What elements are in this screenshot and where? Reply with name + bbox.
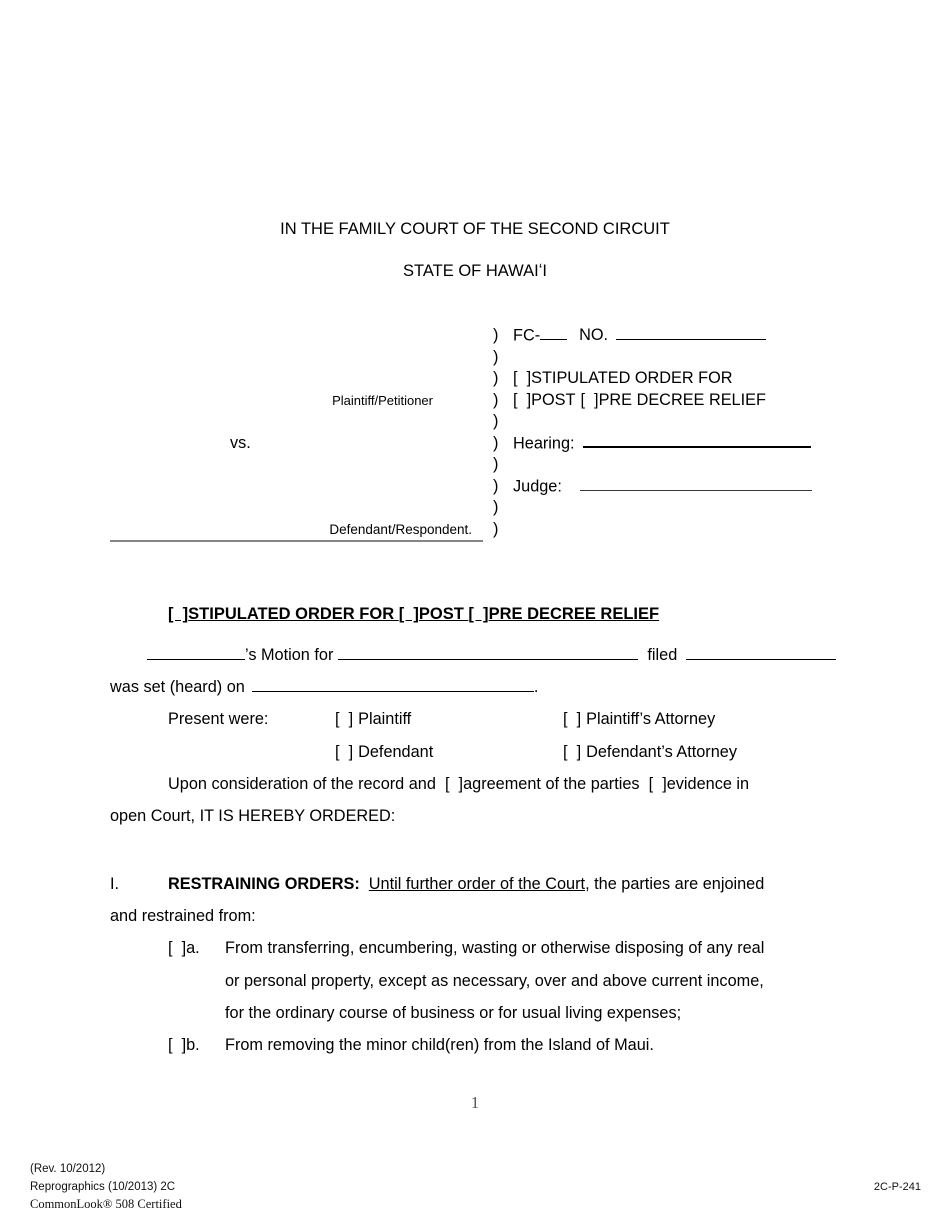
- present-were-label: Present were:: [168, 710, 269, 729]
- caption-right-empty: [513, 497, 846, 519]
- plaintiff-petitioner-label: Plaintiff/Petitioner: [332, 392, 433, 408]
- plaintiff-attorney-label: Plaintiff’s Attorney: [586, 710, 716, 729]
- caption-paren: ): [493, 412, 499, 430]
- caption-row: [110, 433, 846, 455]
- defendant-checkbox[interactable]: [ ]: [335, 742, 354, 761]
- fc-number-blank[interactable]: [540, 325, 567, 340]
- caption-right-empty: [513, 347, 846, 369]
- motion-for-label: ’s Motion for: [245, 646, 334, 664]
- case-number-blank[interactable]: [616, 325, 766, 340]
- evidence-checkbox[interactable]: [ ]: [648, 774, 667, 793]
- body-text: [110, 639, 850, 832]
- judge-blank[interactable]: [580, 476, 812, 491]
- caption-row: [110, 454, 846, 476]
- caption-row: [110, 497, 846, 519]
- caption-row: [110, 368, 846, 390]
- motion-title-blank[interactable]: [338, 645, 638, 660]
- caption-paren: ): [493, 326, 499, 344]
- was-set-label: was set (heard) on: [110, 678, 245, 697]
- caption-paren: ): [493, 476, 499, 495]
- item-a-label: a.: [186, 939, 200, 958]
- caption-left-empty: [110, 325, 493, 347]
- hearing-label: Hearing:: [513, 433, 575, 452]
- upon-part3: evidence in: [666, 774, 750, 793]
- stipulated-order-label: STIPULATED ORDER FOR: [531, 369, 733, 387]
- case-no-label: NO.: [579, 326, 609, 345]
- form-code: 2C-P-241: [873, 1181, 921, 1193]
- caption-left-empty: [110, 476, 493, 498]
- item-b-label: b.: [186, 1035, 200, 1054]
- item-b-line1: From removing the minor child(ren) from the Island of Maui.: [225, 1035, 654, 1054]
- plaintiff-attorney-checkbox[interactable]: [ ]: [563, 710, 582, 729]
- filed-date-blank[interactable]: [686, 645, 836, 660]
- caption-left-empty: [110, 497, 493, 519]
- caption-row: [110, 476, 846, 498]
- defendant-attorney-label: Defendant’s Attorney: [586, 742, 737, 761]
- ordered-line: open Court, IT IS HEREBY ORDERED:: [110, 806, 396, 825]
- caption-row: [110, 519, 846, 541]
- title-post-checkbox[interactable]: [ ]: [398, 605, 419, 623]
- agreement-checkbox[interactable]: [ ]: [444, 774, 464, 793]
- caption-paren: ): [493, 519, 499, 538]
- defendant-respondent-label: Defendant/Respondent.: [110, 519, 483, 543]
- section1-heading-line: [110, 868, 850, 900]
- caption-paren: ): [493, 498, 499, 516]
- present-row-1: [110, 703, 850, 735]
- caption-paren: ): [493, 433, 499, 452]
- stipulated-checkbox[interactable]: [ ]: [513, 369, 532, 387]
- item-a-checkbox[interactable]: [ ]: [168, 939, 187, 958]
- movant-name-blank[interactable]: [147, 645, 245, 660]
- post-label: POST: [531, 390, 576, 409]
- upon-consideration-line: [110, 768, 850, 800]
- caption-paren: ): [493, 390, 499, 409]
- title-pre-checkbox[interactable]: [ ]: [468, 605, 489, 623]
- fc-label: FC-: [513, 326, 541, 345]
- caption-paren: ): [493, 369, 499, 387]
- plaintiff-checkbox[interactable]: [ ]: [335, 710, 354, 729]
- plaintiff-label: Plaintiff: [358, 710, 412, 729]
- title-part1: STIPULATED ORDER FOR: [188, 605, 399, 623]
- title-stipulated-checkbox[interactable]: [ ]: [168, 605, 189, 623]
- present-row-2: [110, 736, 850, 768]
- motion-line: [110, 639, 850, 671]
- item-b-checkbox[interactable]: [ ]: [168, 1035, 187, 1054]
- document-title: [168, 605, 659, 624]
- item-a-line1: From transferring, encumbering, wasting or otherwise disposing of any real: [225, 939, 765, 958]
- section1-heading-rest: , the parties are enjoined: [585, 875, 765, 893]
- commonlook-note: CommonLook® 508 Certified: [30, 1197, 182, 1211]
- caption-row: [110, 347, 846, 369]
- item-a-line3: for the ordinary course of business or for usual living expenses;: [225, 1003, 682, 1022]
- case-caption: [110, 325, 846, 540]
- page-number: 1: [470, 1093, 480, 1112]
- hearing-date-blank[interactable]: [252, 677, 534, 692]
- caption-paren: ): [493, 347, 499, 366]
- caption-row: [110, 390, 846, 412]
- section1-underlined-phrase: Until further order of the Court: [368, 875, 586, 893]
- item-a-line2: or personal property, except as necessary, over and above current income,: [225, 971, 764, 990]
- caption-right-empty: [513, 519, 846, 543]
- state-title: STATE OF HAWAIʻI: [403, 262, 547, 280]
- court-header: [0, 220, 950, 281]
- restraining-item-a: [110, 932, 850, 1029]
- caption-paren: ): [493, 455, 499, 473]
- hearing-blank[interactable]: [583, 433, 811, 448]
- caption-left-empty: [110, 411, 493, 433]
- section-restraining-orders: [110, 868, 850, 1061]
- vs-label: vs.: [230, 433, 251, 452]
- reprographics-note: Reprographics (10/2013) 2C: [30, 1180, 176, 1193]
- defendant-label: Defendant: [358, 742, 434, 761]
- caption-left-empty: [110, 347, 493, 369]
- upon-part2: agreement of the parties: [463, 774, 649, 793]
- section1-heading: RESTRAINING ORDERS:: [168, 875, 360, 893]
- section1-number: I.: [110, 875, 120, 893]
- court-title: IN THE FAMILY COURT OF THE SECOND CIRCUIT: [280, 220, 670, 238]
- title-part2: POST: [418, 605, 469, 623]
- pre-checkbox[interactable]: [ ]: [580, 390, 599, 409]
- caption-row: [110, 325, 846, 347]
- pre-decree-label: PRE DECREE RELIEF: [598, 390, 766, 409]
- caption-left-empty: [110, 368, 493, 390]
- caption-row: [110, 411, 846, 433]
- filed-label: filed: [647, 646, 678, 664]
- title-part3: PRE DECREE RELIEF: [488, 605, 660, 623]
- footer-left: [30, 1161, 182, 1214]
- revision-note: (Rev. 10/2012): [30, 1163, 106, 1175]
- restraining-item-b: [110, 1029, 850, 1061]
- post-checkbox[interactable]: [ ]: [513, 390, 532, 409]
- judge-label: Judge:: [513, 476, 562, 495]
- was-set-line: [110, 671, 850, 703]
- period: .: [533, 678, 539, 697]
- defendant-attorney-checkbox[interactable]: [ ]: [563, 742, 582, 761]
- upon-part1: Upon consideration of the record and: [168, 774, 445, 793]
- caption-right-empty: [513, 411, 846, 433]
- caption-right-empty: [513, 454, 846, 476]
- section1-heading-line2: and restrained from:: [110, 907, 256, 926]
- caption-left-empty: [110, 454, 493, 476]
